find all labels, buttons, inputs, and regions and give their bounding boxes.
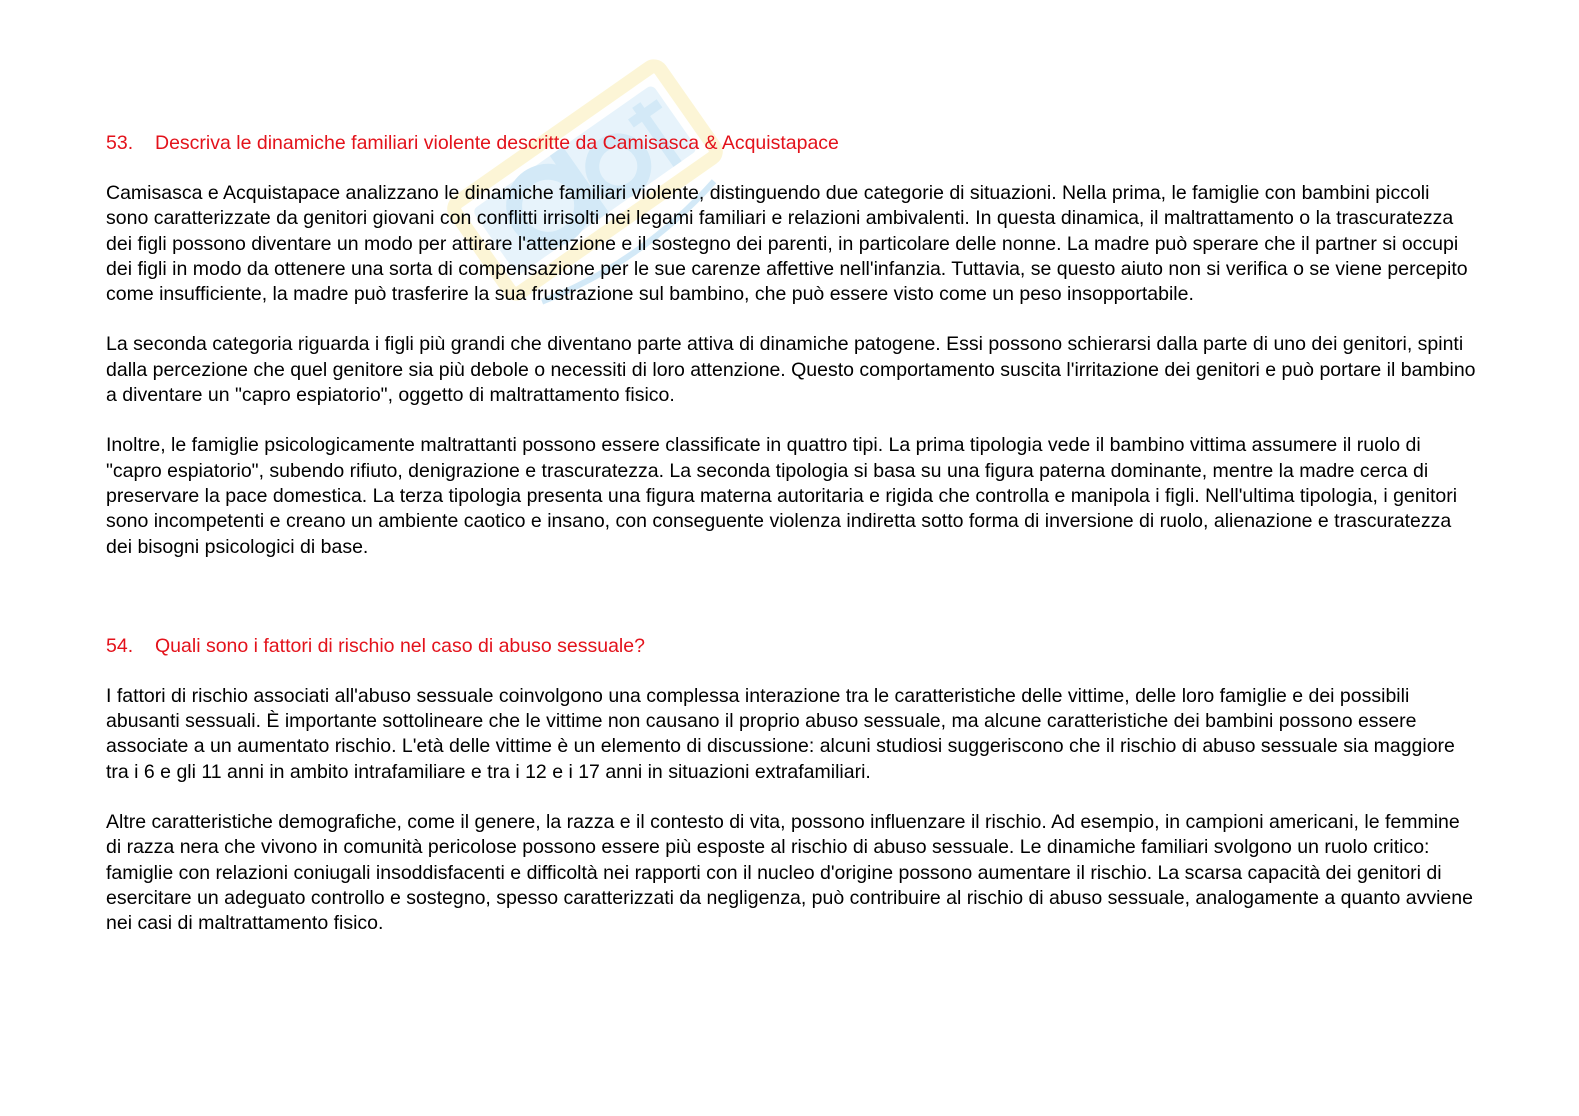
question-text: Quali sono i fattori di rischio nel caso di abuso sessuale? <box>155 634 645 657</box>
answer-paragraph: Altre caratteristiche demografiche, come il genere, la razza e il contesto di vita, possono influenzare il rischio. Ad esempio, in campioni americani, le femmine di razza nera che vivono in comunità pericolose possono essere più esposte al rischio di abuso sessuale. Le dinamiche familiari svolgono un ruolo critico: famiglie con relazioni coniugali insoddisfacenti e difficoltà nei rapporti con il nucleo d'origine possono aumentare il rischio. La scarsa capacità dei genitori di esercitare un adeguato controllo e sostegno, spesso caratterizzati da negligenza, può contribuire al rischio di abuso sessuale, analogamente a quanto avviene nei casi di maltrattamento fisico. <box>106 811 1473 935</box>
question-number: 53. <box>106 132 134 154</box>
question-text: Descriva le dinamiche familiari violente descritte da Camisasca & Acquistapace <box>155 132 839 154</box>
question-title <box>106 634 1476 659</box>
question-number: 54. <box>106 634 134 657</box>
answer-paragraph: La seconda categoria riguarda i figli più grandi che diventano parte attiva di dinamiche patogene. Essi possono schierarsi dalla parte di uno dei genitori, spinti dalla percezione che quel genitore sia più debole o necessiti di loro attenzione. Questo comportamento suscita l'irritazione dei genitori e può portare il bambino a diventare un "capro espiatorio", oggetto di maltrattamento fisico. <box>106 333 1476 407</box>
answer-paragraph: Camisasca e Acquistapace analizzano le dinamiche familiari violente, distinguendo due categorie di situazioni. Nella prima, le famiglie con bambini piccoli sono caratterizzate da genitori giovani con conflitti irrisolti nei legami familiari e relazioni ambivalenti. In questa dinamica, il maltrattamento o la trascuratezza dei figli possono diventare un modo per attirare l'attenzione e il sostegno dei parenti, in particolare delle nonne. La madre può sperare che il partner si occupi dei figli in modo da ottenere una sorta di compensazione per le sue carenze affettive nell'infanzia. Tuttavia, se questo aiuto non si verifica o se viene percepito come insufficiente, la madre può trasferire la sua frustrazione sul bambino, che può essere visto come un peso insopportabile. <box>106 182 1468 306</box>
question-section-54 <box>106 634 1476 937</box>
answer-paragraph: I fattori di rischio associati all'abuso sessuale coinvolgono una complessa interazione tra le caratteristiche delle vittime, delle loro famiglie e dei possibili abusanti sessuali. È importante sottolineare che le vittime non causano il proprio abuso sessuale, ma alcune caratteristiche dei bambini possono essere associate a un aumentato rischio. L'età delle vittime è un elemento di discussione: alcuni studiosi suggeriscono che il rischio di abuso sessuale sia maggiore tra i 6 e gli 11 anni in ambito intrafamiliare e tra i 12 e i 17 anni in situazioni extrafamiliari. <box>106 684 1455 783</box>
answer-paragraph: Inoltre, le famiglie psicologicamente maltrattanti possono essere classificate in quattro tipi. La prima tipologia vede il bambino vittima assumere il ruolo di "capro espiatorio", subendo rifiuto, denigrazione e trascuratezza. La seconda tipologia si basa su una figura paterna dominante, mentre la madre cerca di preservare la pace domestica. La terza tipologia presenta una figura materna autoritaria e rigida che controlla e manipola i figli. Nell'ultima tipologia, i genitori sono incompetenti e creano un ambiente caotico e insano, con conseguente violenza indiretta sotto forma di inversione di ruolo, alienazione e trascuratezza dei bisogni psicologici di base. <box>106 434 1458 558</box>
document-content <box>106 131 1476 962</box>
section-spacer <box>106 585 1476 634</box>
question-title <box>106 131 1476 156</box>
question-section-53 <box>106 131 1476 560</box>
